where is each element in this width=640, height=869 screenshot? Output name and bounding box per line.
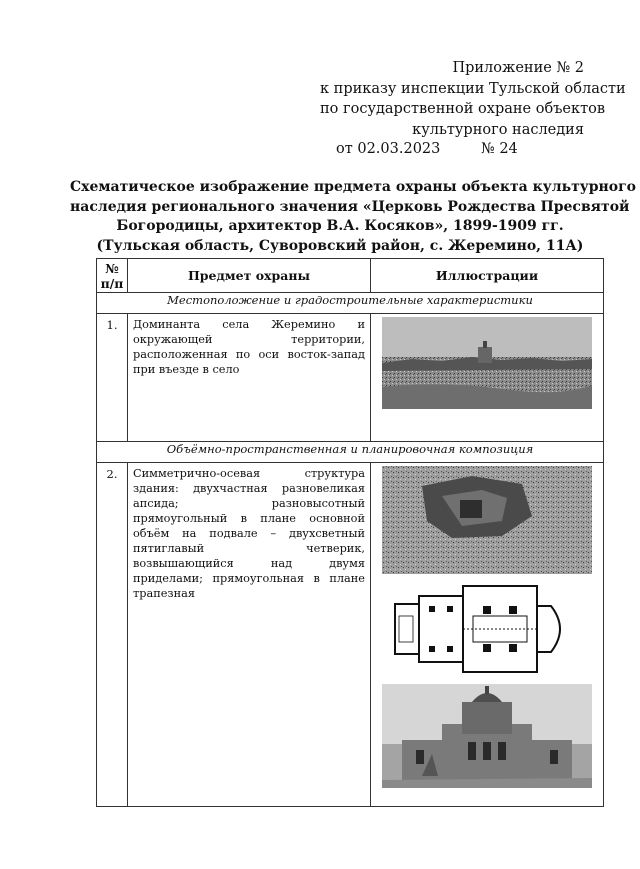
church-floor-plan <box>387 580 587 678</box>
section-title-location: Местоположение и градостроительные характеристики <box>97 293 604 314</box>
header-num-line-1: № <box>105 260 119 276</box>
annex-header <box>320 58 626 140</box>
row-illustrations <box>371 314 604 442</box>
annex-line-3: по государственной охране объектов <box>320 101 605 117</box>
header-subject: Предмет охраны <box>128 259 371 293</box>
section-title-composition: Объёмно-пространственная и планировочная композиция <box>97 442 604 463</box>
annex-line-4: культурного наследия <box>412 121 584 138</box>
table-header-row <box>97 259 604 293</box>
row-description: Доминанта села Жеремино и окружающей территории, расположенная по оси восток-запад при въезде в село <box>128 314 371 442</box>
order-number: № 24 <box>481 141 518 157</box>
protection-subject-table <box>96 258 604 807</box>
village-panorama-photo <box>382 317 592 409</box>
annex-line-1: Приложение № 2 <box>452 60 584 76</box>
header-num-line-2: п/п <box>100 275 124 291</box>
document-title <box>70 178 636 256</box>
annex-line-2: к приказу инспекции Тульской области <box>320 80 626 97</box>
title-line-4: (Тульская область, Суворовский район, с. Жеремино, 11А) <box>96 237 584 254</box>
order-date: от 02.03.2023 <box>336 141 441 157</box>
table-row <box>97 314 604 442</box>
row-number: 1. <box>97 314 128 442</box>
table-row <box>97 463 604 807</box>
title-line-2: наследия регионального значения «Церковь Рождества Пресвятой <box>70 198 630 215</box>
header-illustrations: Иллюстрации <box>371 259 604 293</box>
section-row <box>97 293 604 314</box>
title-line-1: Схематическое изображение предмета охраны объекта культурного <box>70 179 636 195</box>
church-aerial-photo <box>382 466 592 574</box>
row-number: 2. <box>97 463 128 807</box>
church-facade-photo <box>382 684 592 788</box>
section-row <box>97 442 604 463</box>
order-line <box>336 141 518 157</box>
header-num <box>97 259 128 293</box>
title-line-3: Богородицы, архитектор В.А. Косяков», 1899-1909 гг. <box>116 218 564 234</box>
row-description: Симметрично-осевая структура здания: двухчастная разновеликая апсида; разновысотный прямоугольный в плане основной объём на подвале – двухсветный пятиглавый четверик, возвышающийся над двумя приделами; прямоугольная в плане трапезная <box>128 463 371 807</box>
row-illustrations <box>371 463 604 807</box>
